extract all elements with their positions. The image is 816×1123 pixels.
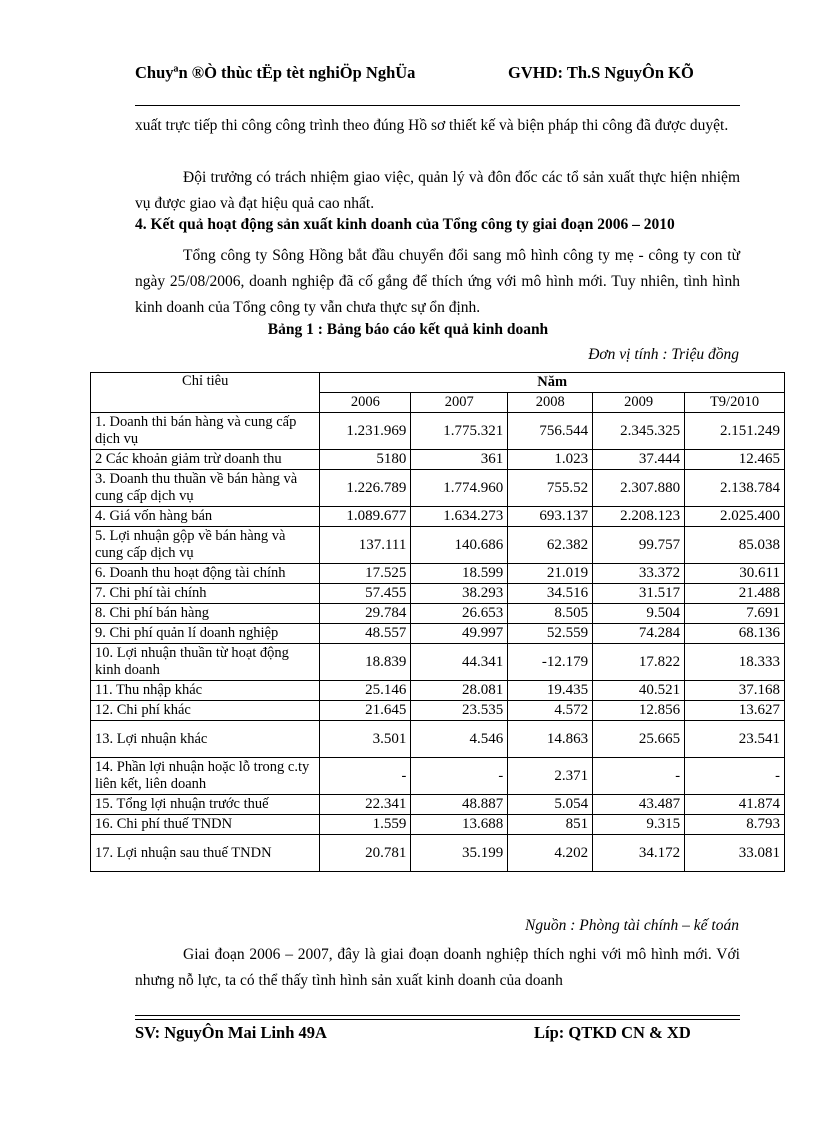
row-value: 85.038	[685, 527, 785, 564]
row-label: 8. Chi phí bán hàng	[91, 604, 320, 624]
row-value: 99.757	[593, 527, 685, 564]
row-value: 2.138.784	[685, 470, 785, 507]
row-value: 35.199	[411, 835, 508, 872]
row-value: 30.611	[685, 564, 785, 584]
row-label: 13. Lợi nhuận khác	[91, 721, 320, 758]
row-value: 2.345.325	[593, 413, 685, 450]
table-row	[91, 721, 785, 758]
table-row	[91, 507, 785, 527]
column-header-indicator: Chỉ tiêu	[91, 373, 320, 413]
row-value: 25.146	[320, 681, 411, 701]
row-value: 17.525	[320, 564, 411, 584]
table-row	[91, 644, 785, 681]
row-value: 13.688	[411, 815, 508, 835]
table-row	[91, 815, 785, 835]
row-value: 37.444	[593, 450, 685, 470]
footer-divider	[135, 1015, 740, 1020]
row-value: 25.665	[593, 721, 685, 758]
row-value: -12.179	[508, 644, 593, 681]
row-value: 23.541	[685, 721, 785, 758]
row-value: 49.997	[411, 624, 508, 644]
row-value: 21.645	[320, 701, 411, 721]
row-value: 5.054	[508, 795, 593, 815]
row-value: 48.887	[411, 795, 508, 815]
row-value: 851	[508, 815, 593, 835]
row-value: 1.231.969	[320, 413, 411, 450]
row-value: 5180	[320, 450, 411, 470]
row-value: 19.435	[508, 681, 593, 701]
row-value: 18.599	[411, 564, 508, 584]
row-label: 10. Lợi nhuận thuần từ hoạt động kinh doanh	[91, 644, 320, 681]
year-header-cell: 2006	[320, 393, 411, 413]
row-value: 38.293	[411, 584, 508, 604]
paragraph-2: Đội trưởng có trách nhiệm giao việc, quản lý và đôn đốc các tổ sản xuất thực hiện nhiệm vụ được giao và đạt hiệu quả cao nhất.	[135, 169, 740, 212]
row-value: 12.465	[685, 450, 785, 470]
table-row	[91, 604, 785, 624]
row-value: 1.559	[320, 815, 411, 835]
row-value: 2.151.249	[685, 413, 785, 450]
footer-student: SV: NguyÔn Mai Linh 49A	[135, 1023, 327, 1042]
row-label: 7. Chi phí tài chính	[91, 584, 320, 604]
row-value: 44.341	[411, 644, 508, 681]
row-value: 74.284	[593, 624, 685, 644]
row-value: 1.089.677	[320, 507, 411, 527]
paragraph-3: Tổng công ty Sông Hồng bắt đầu chuyển đổi sang mô hình công ty mẹ - công ty con từ ngày 25/08/2006, doanh nghiệp đã cố gắng để thích ứng với mô hình mới. Tuy nhiên, tình hình kinh doanh của Tổng công ty vẫn chưa thực sự ổn định.	[135, 247, 740, 316]
row-value: 21.488	[685, 584, 785, 604]
row-value: 361	[411, 450, 508, 470]
row-label: 9. Chi phí quản lí doanh nghiệp	[91, 624, 320, 644]
header-divider	[135, 105, 740, 106]
column-header-year-group: Năm	[320, 373, 785, 393]
row-value: 26.653	[411, 604, 508, 624]
row-label: 5. Lợi nhuận gộp về bán hàng và cung cấp dịch vụ	[91, 527, 320, 564]
row-value: 28.081	[411, 681, 508, 701]
paragraph-1: xuất trực tiếp thi công công trình theo đúng Hồ sơ thiết kế và biện pháp thi công đã được duyệt.	[135, 117, 729, 134]
business-results-table	[90, 372, 785, 872]
row-value: 8.793	[685, 815, 785, 835]
row-label: 17. Lợi nhuận sau thuế TNDN	[91, 835, 320, 872]
row-label: 3. Doanh thu thuần về bán hàng và cung cấp dịch vụ	[91, 470, 320, 507]
table-row	[91, 795, 785, 815]
row-value: 4.202	[508, 835, 593, 872]
row-value: 18.333	[685, 644, 785, 681]
row-value: 2.371	[508, 758, 593, 795]
row-value: 17.822	[593, 644, 685, 681]
year-header-cell: 2007	[411, 393, 508, 413]
header-document-title: Chuyªn ®Ò thùc tËp tèt nghiÖp NghÜa	[135, 63, 416, 82]
row-label: 14. Phần lợi nhuận hoặc lỗ trong c.ty liên kết, liên doanh	[91, 758, 320, 795]
row-value: 4.572	[508, 701, 593, 721]
row-value: 1.775.321	[411, 413, 508, 450]
row-value: 62.382	[508, 527, 593, 564]
header-supervisor: GVHD: Th.S NguyÔn KÕ	[508, 63, 694, 82]
row-value: 43.487	[593, 795, 685, 815]
table-row	[91, 470, 785, 507]
row-value: -	[411, 758, 508, 795]
table-row	[91, 758, 785, 795]
row-value: 137.111	[320, 527, 411, 564]
row-value: -	[685, 758, 785, 795]
table-unit: Đơn vị tính : Triệu đồng	[588, 346, 739, 363]
row-value: 41.874	[685, 795, 785, 815]
year-header-cell: 2008	[508, 393, 593, 413]
row-value: 1.023	[508, 450, 593, 470]
row-value: 29.784	[320, 604, 411, 624]
row-value: 755.52	[508, 470, 593, 507]
row-value: 33.081	[685, 835, 785, 872]
row-value: 3.501	[320, 721, 411, 758]
row-value: 37.168	[685, 681, 785, 701]
row-value: 22.341	[320, 795, 411, 815]
page-footer	[135, 1022, 740, 1066]
table-row	[91, 584, 785, 604]
row-value: -	[320, 758, 411, 795]
table-row	[91, 527, 785, 564]
row-label: 11. Thu nhập khác	[91, 681, 320, 701]
row-value: 693.137	[508, 507, 593, 527]
row-value: 34.516	[508, 584, 593, 604]
row-value: 57.455	[320, 584, 411, 604]
table-row	[91, 564, 785, 584]
row-label: 16. Chi phí thuế TNDN	[91, 815, 320, 835]
row-value: 20.781	[320, 835, 411, 872]
row-value: 40.521	[593, 681, 685, 701]
page-header	[135, 62, 740, 106]
row-value: 13.627	[685, 701, 785, 721]
table-row	[91, 701, 785, 721]
table-row	[91, 681, 785, 701]
table-row	[91, 450, 785, 470]
row-value: -	[593, 758, 685, 795]
paragraph-4: Giai đoạn 2006 – 2007, đây là giai đoạn doanh nghiệp thích nghi với mô hình mới. Với nhưng nỗ lực, ta có thể thấy tình hình sản xuất kinh doanh của doanh	[135, 946, 740, 989]
row-value: 48.557	[320, 624, 411, 644]
row-value: 140.686	[411, 527, 508, 564]
row-value: 2.208.123	[593, 507, 685, 527]
row-value: 8.505	[508, 604, 593, 624]
row-value: 31.517	[593, 584, 685, 604]
table-source: Nguồn : Phòng tài chính – kế toán	[525, 917, 739, 934]
table-body	[91, 413, 785, 872]
row-label: 6. Doanh thu hoạt động tài chính	[91, 564, 320, 584]
row-value: 23.535	[411, 701, 508, 721]
row-value: 1.634.273	[411, 507, 508, 527]
table-row	[91, 835, 785, 872]
table-row	[91, 624, 785, 644]
footer-class: Líp: QTKD CN & XD	[534, 1023, 691, 1042]
row-value: 1.774.960	[411, 470, 508, 507]
row-value: 14.863	[508, 721, 593, 758]
row-value: 12.856	[593, 701, 685, 721]
row-value: 9.504	[593, 604, 685, 624]
row-label: 15. Tổng lợi nhuận trước thuế	[91, 795, 320, 815]
row-value: 2.307.880	[593, 470, 685, 507]
row-label: 12. Chi phí khác	[91, 701, 320, 721]
row-value: 1.226.789	[320, 470, 411, 507]
row-label: 4. Giá vốn hàng bán	[91, 507, 320, 527]
row-value: 34.172	[593, 835, 685, 872]
row-value: 18.839	[320, 644, 411, 681]
year-header-cell: T9/2010	[685, 393, 785, 413]
row-value: 21.019	[508, 564, 593, 584]
year-header-cell: 2009	[593, 393, 685, 413]
row-value: 2.025.400	[685, 507, 785, 527]
row-value: 4.546	[411, 721, 508, 758]
row-label: 1. Doanh thi bán hàng và cung cấp dịch vụ	[91, 413, 320, 450]
row-value: 9.315	[593, 815, 685, 835]
section-heading: 4. Kết quả hoạt động sản xuất kinh doanh của Tổng công ty giai đoạn 2006 – 2010	[135, 216, 675, 233]
row-value: 33.372	[593, 564, 685, 584]
table-title: Bảng 1 : Bảng báo cáo kết quả kinh doanh	[267, 321, 549, 338]
table-row	[91, 413, 785, 450]
row-value: 68.136	[685, 624, 785, 644]
row-label: 2 Các khoản giảm trừ doanh thu	[91, 450, 320, 470]
row-value: 7.691	[685, 604, 785, 624]
row-value: 756.544	[508, 413, 593, 450]
row-value: 52.559	[508, 624, 593, 644]
